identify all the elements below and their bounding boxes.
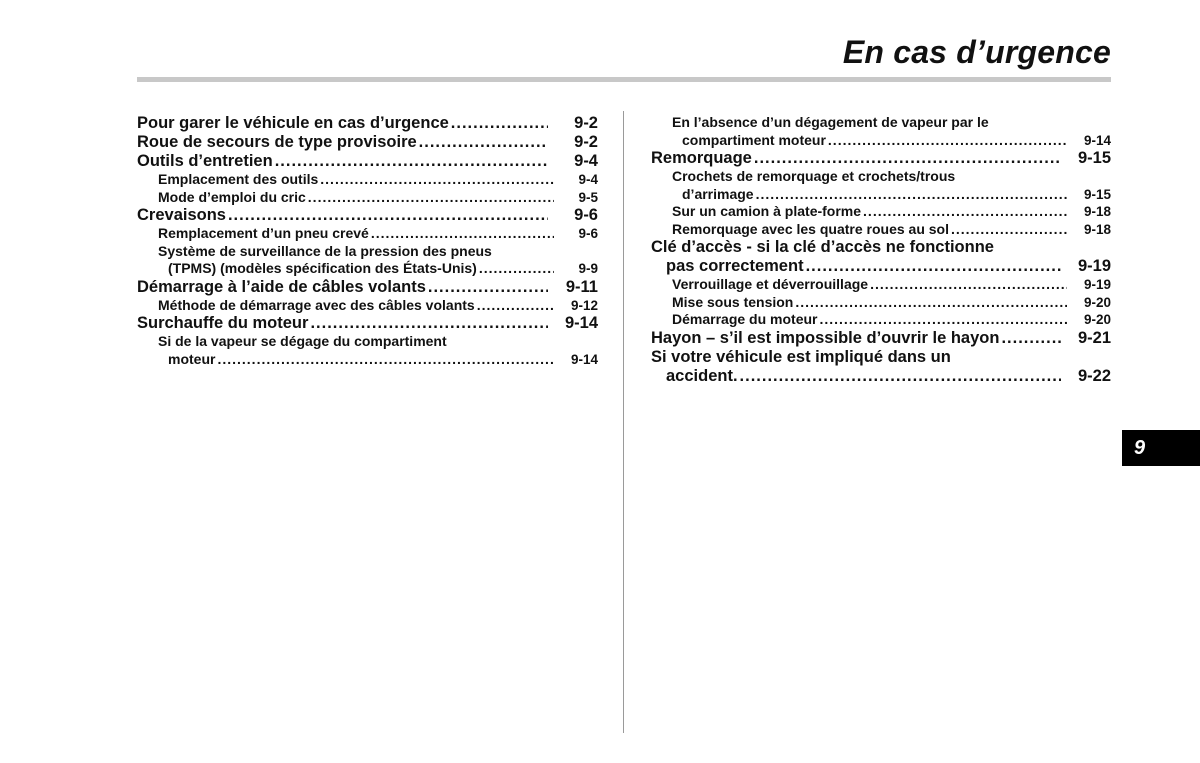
toc-entry-title: En l’absence d’un dégagement de vapeur par le	[672, 114, 989, 130]
toc-entry[interactable]	[651, 329, 1111, 348]
dot-leader	[228, 206, 548, 225]
toc-entry[interactable]	[137, 152, 598, 171]
toc-entry-title: Surchauffe du moteur	[137, 314, 309, 332]
page-number: 9-6	[574, 206, 598, 224]
toc-entry-title: Mise sous tension	[672, 293, 794, 310]
toc-entry-title-continued: (TPMS) (modèles spécification des États-Unis)	[168, 260, 477, 276]
dot-leader	[740, 367, 1061, 386]
dot-leader	[795, 294, 1067, 312]
dot-leader	[828, 132, 1067, 150]
chapter-tab[interactable]	[1122, 430, 1200, 466]
page-number: 9-22	[1077, 366, 1111, 385]
dot-leader	[217, 351, 554, 369]
toc-entry-title: Démarrage du moteur	[672, 311, 818, 327]
toc-entry-title: Démarrage à l’aide de câbles volants	[137, 277, 426, 296]
toc-entry[interactable]	[651, 238, 1111, 276]
toc-entry[interactable]	[651, 348, 1111, 386]
page-number: 9-21	[1077, 328, 1111, 347]
toc-entry-title-continued: compartiment moteur	[682, 131, 826, 148]
page-number: 9-14	[1083, 132, 1111, 148]
page-number: 9-2	[574, 114, 598, 132]
toc-entry-title: Roue de secours de type provisoire	[137, 133, 417, 151]
toc-entry-title-continued: accident.	[666, 366, 738, 385]
toc-subentry[interactable]	[651, 294, 1111, 312]
toc-subentry[interactable]	[651, 221, 1111, 239]
toc-left-column	[137, 114, 598, 368]
toc-entry-title: Clé d’accès - si la clé d’accès ne fonctionne	[651, 238, 994, 256]
toc-entry-title: Crochets de remorquage et crochets/trous	[672, 168, 956, 184]
dot-leader	[479, 260, 554, 278]
chapter-tab-number: 9	[1134, 436, 1146, 459]
toc-subentry[interactable]	[651, 203, 1111, 221]
toc-entry-title-continued: moteur	[168, 350, 216, 367]
page-number: 9-5	[578, 189, 598, 205]
dot-leader	[451, 114, 548, 133]
toc-entry-title: Emplacement des outils	[158, 171, 319, 187]
dot-leader	[754, 149, 1061, 168]
toc-entry-title: Crevaisons	[137, 206, 226, 224]
toc-entry-title: Hayon – s’il est impossible d’ouvrir le hayon	[651, 328, 1000, 347]
toc-subentry[interactable]	[137, 243, 598, 278]
toc-entry[interactable]	[651, 149, 1111, 168]
page-number: 9-19	[1083, 277, 1111, 292]
dot-leader	[371, 225, 554, 243]
chapter-title: En cas d’urgence	[842, 34, 1111, 70]
toc-entry[interactable]	[137, 314, 598, 333]
dot-leader	[320, 171, 554, 189]
dot-leader	[310, 314, 548, 333]
toc-entry[interactable]	[137, 114, 598, 133]
page-number: 9-18	[1083, 204, 1111, 219]
dot-leader	[870, 276, 1067, 294]
toc-entry-title: Méthode de démarrage avec des câbles volants	[158, 296, 475, 313]
page-number: 9-14	[570, 351, 598, 367]
page-number: 9-14	[564, 314, 598, 332]
dot-leader	[477, 297, 554, 315]
toc-entry-title: Si votre véhicule est impliqué dans un	[651, 347, 951, 366]
page-number: 9-12	[570, 297, 598, 313]
dot-leader	[806, 257, 1061, 276]
toc-entry-title: Sur un camion à plate-forme	[672, 203, 862, 219]
toc-subentry[interactable]	[137, 333, 598, 368]
toc-entry-title: Si de la vapeur se dégage du compartiment	[158, 333, 447, 349]
header-rule	[137, 77, 1111, 82]
toc-right-column	[651, 114, 1111, 386]
toc-entry-title: Remorquage	[651, 149, 752, 167]
toc-entry-title: Mode d’emploi du cric	[158, 188, 306, 205]
toc-entry-title-continued: d’arrimage	[682, 185, 754, 202]
toc-subentry[interactable]	[651, 311, 1111, 329]
column-divider	[623, 111, 624, 733]
toc-entry[interactable]	[137, 133, 598, 152]
toc-subentry[interactable]	[651, 168, 1111, 203]
page-number: 9-9	[578, 261, 598, 276]
dot-leader	[863, 203, 1067, 221]
toc-entry-title: Outils d’entretien	[137, 152, 273, 170]
page-number: 9-6	[578, 226, 598, 241]
page-number: 9-15	[1083, 186, 1111, 202]
toc-entry[interactable]	[137, 278, 598, 297]
toc-subentry[interactable]	[651, 276, 1111, 294]
dot-leader	[819, 311, 1067, 329]
dot-leader	[1001, 329, 1061, 348]
toc-entry[interactable]	[137, 206, 598, 225]
page-number: 9-4	[574, 152, 598, 170]
page-number: 9-18	[1083, 221, 1111, 237]
dot-leader	[419, 133, 548, 152]
toc-entry-title: Remplacement d’un pneu crevé	[158, 225, 369, 241]
toc-subentry[interactable]	[137, 225, 598, 243]
toc-entry-title: Pour garer le véhicule en cas d’urgence	[137, 114, 449, 132]
dot-leader	[756, 186, 1067, 204]
page-number: 9-11	[565, 277, 598, 296]
toc-subentry[interactable]	[137, 297, 598, 315]
dot-leader	[275, 152, 548, 171]
page-number: 9-20	[1083, 294, 1111, 310]
page-number: 9-2	[574, 133, 598, 151]
toc-entry-title: Verrouillage et déverrouillage	[672, 276, 869, 292]
dot-leader	[428, 278, 548, 297]
page-number: 9-20	[1083, 312, 1111, 327]
page-number: 9-4	[578, 172, 598, 187]
toc-subentry[interactable]	[651, 114, 1111, 149]
dot-leader	[951, 221, 1067, 239]
toc-entry-title-continued: pas correctement	[666, 257, 804, 275]
page-number: 9-15	[1077, 149, 1111, 167]
toc-entry-title: Remorquage avec les quatre roues au sol	[672, 220, 949, 237]
dot-leader	[308, 189, 554, 207]
toc-subentry[interactable]	[137, 189, 598, 207]
toc-entry-title: Système de surveillance de la pression des pneus	[158, 242, 492, 259]
toc-subentry[interactable]	[137, 171, 598, 189]
page-number: 9-19	[1077, 257, 1111, 275]
